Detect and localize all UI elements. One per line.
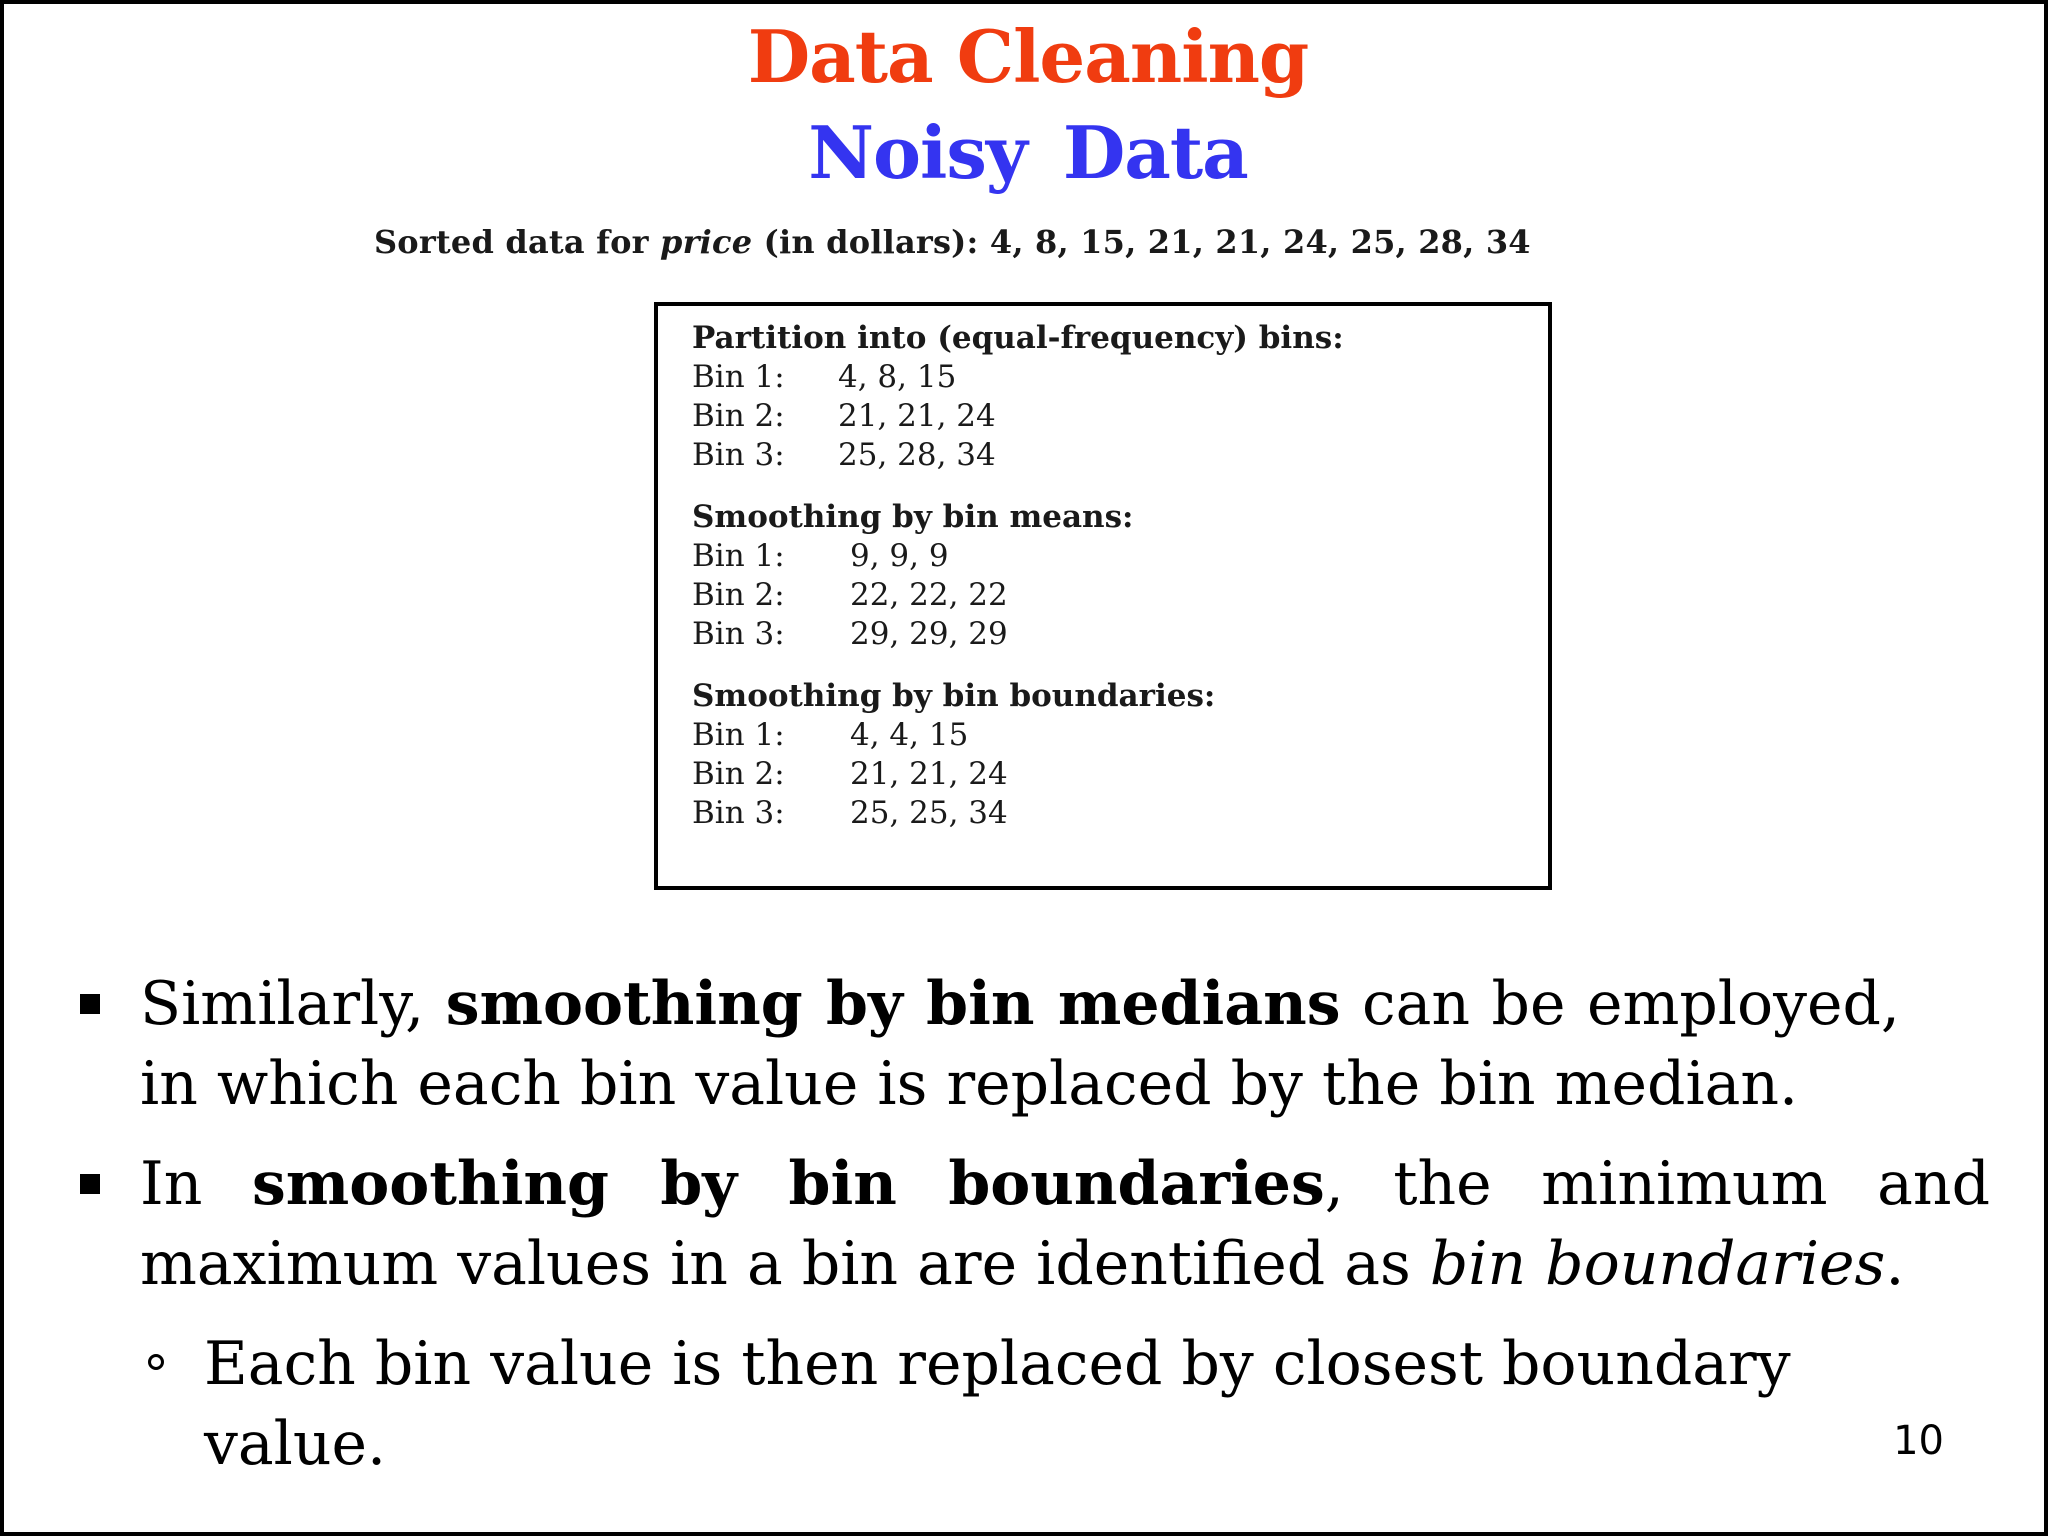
bin-values: 21, 21, 24 xyxy=(838,398,996,434)
circle-bullet-icon xyxy=(148,1354,164,1370)
sorted-data-italic-word: price xyxy=(660,223,753,261)
sub-bullet-text: Each bin value is then replaced by closest boundary value. xyxy=(204,1329,1791,1479)
bullet-text-bold: smoothing by bin boundaries xyxy=(251,1149,1325,1219)
sorted-data-line xyxy=(374,220,1531,264)
sub-bullet-replacement xyxy=(76,1324,1926,1484)
bin-label: Bin 1: xyxy=(692,359,785,395)
binning-example-box xyxy=(654,302,1552,890)
section-heading: Partition into (equal-frequency) bins: xyxy=(692,320,1344,356)
smoothing-means-section xyxy=(692,497,1548,654)
bin-values: 22, 22, 22 xyxy=(850,577,1008,613)
bin-label: Bin 1: xyxy=(692,538,785,574)
bin-row xyxy=(692,794,1548,833)
bin-row xyxy=(692,615,1548,654)
bin-row xyxy=(692,537,1548,576)
bullet-list xyxy=(76,964,1990,1484)
square-bullet-icon xyxy=(80,1174,100,1194)
smoothing-boundaries-section xyxy=(692,676,1548,833)
bin-row xyxy=(692,436,1548,475)
bin-row xyxy=(692,755,1548,794)
sorted-data-prefix: Sorted data for xyxy=(374,223,661,261)
bin-label: Bin 2: xyxy=(692,577,785,613)
bin-values: 4, 4, 15 xyxy=(850,717,969,753)
sorted-data-suffix: (in dollars): 4, 8, 15, 21, 21, 24, 25, 28, 34 xyxy=(752,223,1531,261)
bin-label: Bin 3: xyxy=(692,437,785,473)
bin-label: Bin 3: xyxy=(692,795,785,831)
slide-title: Data Cleaning xyxy=(747,14,1309,99)
bin-values: 9, 9, 9 xyxy=(850,538,949,574)
bin-values: 4, 8, 15 xyxy=(838,359,957,395)
bin-values: 25, 28, 34 xyxy=(838,437,996,473)
bin-label: Bin 3: xyxy=(692,616,785,652)
bin-values: 25, 25, 34 xyxy=(850,795,1008,831)
bin-row xyxy=(692,716,1548,755)
partition-section xyxy=(692,318,1548,475)
bullet-text-italic: bin boundaries xyxy=(1429,1229,1886,1299)
square-bullet-icon xyxy=(80,994,100,1014)
bin-label: Bin 1: xyxy=(692,717,785,753)
section-heading: Smoothing by bin means: xyxy=(692,499,1134,535)
bin-row xyxy=(692,397,1548,436)
slide-subtitle: Noisy Data xyxy=(808,110,1248,195)
page-number: 10 xyxy=(1893,1418,1944,1464)
bullet-text-pre: In xyxy=(140,1149,252,1219)
bullet-text-post: can be employed, in which each bin value is replaced by the bin median. xyxy=(140,969,1900,1119)
bin-row xyxy=(692,576,1548,615)
bullet-text-mid: , the minimum and maximum values in a bin are identified as xyxy=(140,1149,1990,1299)
bullet-bin-boundaries xyxy=(76,1144,1990,1304)
bullet-bin-medians xyxy=(76,964,1900,1124)
bullet-text-bold: smoothing by bin medians xyxy=(445,969,1341,1039)
bin-values: 29, 29, 29 xyxy=(850,616,1008,652)
bin-row xyxy=(692,358,1548,397)
section-heading: Smoothing by bin boundaries: xyxy=(692,678,1216,714)
bullet-text-post: . xyxy=(1885,1229,1905,1299)
bin-values: 21, 21, 24 xyxy=(850,756,1008,792)
bin-label: Bin 2: xyxy=(692,756,785,792)
bullet-text-pre: Similarly, xyxy=(140,969,446,1039)
bin-label: Bin 2: xyxy=(692,398,785,434)
